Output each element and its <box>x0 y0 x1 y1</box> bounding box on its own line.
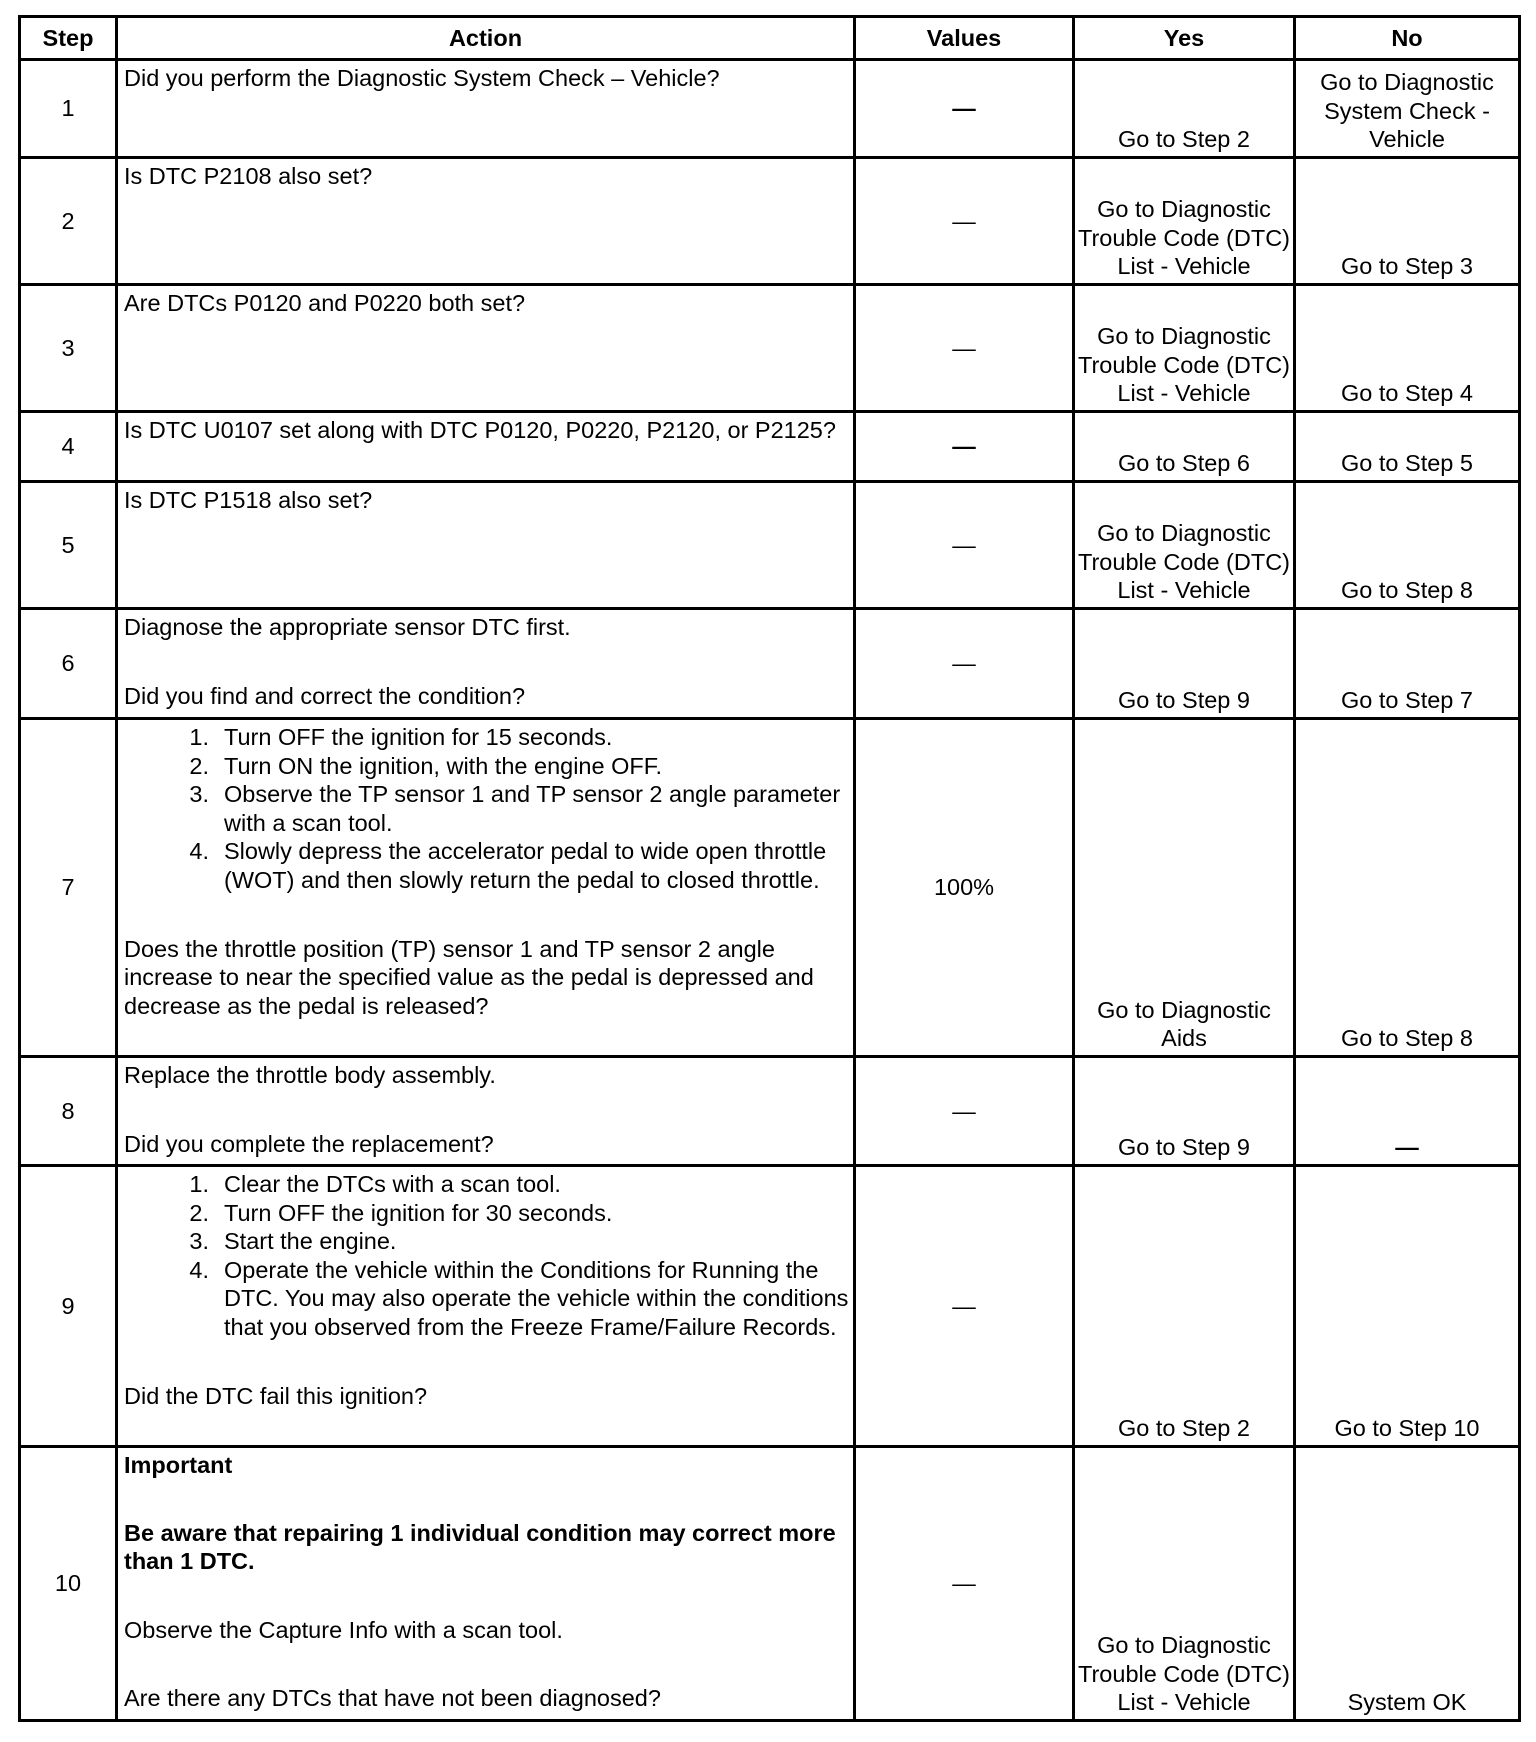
value-cell <box>855 1057 1074 1166</box>
step-number: 9 <box>20 1166 117 1447</box>
no-cell <box>1295 1057 1520 1166</box>
step-number: 8 <box>20 1057 117 1166</box>
no-cell: Go to Step 8 <box>1295 482 1520 609</box>
action-cell <box>117 1057 855 1166</box>
list-item: 3. Start the engine. <box>189 1228 397 1255</box>
action-text: Observe the Capture Info with a scan tool. <box>124 1616 563 1643</box>
yes-cell: Go to Step 9 <box>1074 609 1295 719</box>
table-row <box>20 1057 1520 1166</box>
table-row <box>20 60 1520 158</box>
no-cell: Go to Step 10 <box>1295 1166 1520 1447</box>
value-text: — <box>952 531 976 558</box>
yes-cell: Go to Diagnostic Trouble Code (DTC) List - Vehicle <box>1074 158 1295 285</box>
value-cell <box>855 1447 1074 1721</box>
value-text: — <box>952 433 976 460</box>
table-row <box>20 412 1520 482</box>
action-question: Are there any DTCs that have not been diagnosed? <box>124 1685 661 1712</box>
action-cell <box>117 719 855 1057</box>
substep-list <box>124 1170 849 1342</box>
step-number: 2 <box>20 158 117 285</box>
action-cell <box>117 60 855 158</box>
action-question: Did the DTC fail this ignition? <box>124 1382 428 1409</box>
action-cell <box>117 1166 855 1447</box>
list-item: 3. Observe the TP sensor 1 and TP sensor 2 angle parameter with a scan tool. <box>189 781 841 836</box>
action-cell <box>117 412 855 482</box>
table-row <box>20 719 1520 1057</box>
action-text: Replace the throttle body assembly. <box>124 1062 496 1088</box>
table-row <box>20 1166 1520 1447</box>
action-cell <box>117 158 855 285</box>
yes-cell: Go to Step 9 <box>1074 1057 1295 1166</box>
no-cell: System OK <box>1295 1447 1520 1721</box>
list-item: 2. Turn ON the ignition, with the engine OFF. <box>189 752 663 779</box>
important-title: Important <box>124 1452 233 1478</box>
list-item: 1. Clear the DTCs with a scan tool. <box>189 1171 561 1197</box>
value-cell: 100% <box>855 719 1074 1057</box>
value-text: — <box>952 1097 976 1124</box>
value-text: — <box>952 334 976 361</box>
step-number: 7 <box>20 719 117 1057</box>
step-number: 1 <box>20 60 117 158</box>
value-cell <box>855 158 1074 285</box>
table-row <box>20 609 1520 719</box>
list-item: 1. Turn OFF the ignition for 15 seconds. <box>189 724 613 750</box>
yes-cell: Go to Diagnostic Trouble Code (DTC) List - Vehicle <box>1074 1447 1295 1721</box>
list-item: 4. Operate the vehicle within the Conditions for Running the DTC. You may also operate the vehicle within the conditions that you observed from the Freeze Frame/Failure Records. <box>189 1256 849 1340</box>
yes-cell: Go to Step 2 <box>1074 1166 1295 1447</box>
value-cell <box>855 482 1074 609</box>
important-text: Be aware that repairing 1 individual condition may correct more than 1 DTC. <box>124 1519 836 1575</box>
action-text: Is DTC P2108 also set? <box>124 163 373 189</box>
step-number: 4 <box>20 412 117 482</box>
action-text: Did you perform the Diagnostic System Check – Vehicle? <box>124 65 720 91</box>
value-cell <box>855 412 1074 482</box>
value-cell <box>855 1166 1074 1447</box>
action-cell <box>117 285 855 412</box>
no-cell: Go to Step 3 <box>1295 158 1520 285</box>
step-number: 5 <box>20 482 117 609</box>
value-text: — <box>952 650 976 677</box>
action-text: Diagnose the appropriate sensor DTC first. <box>124 614 571 640</box>
substep-list <box>124 723 849 895</box>
action-question: Did you complete the replacement? <box>124 1130 494 1157</box>
list-item: 2. Turn OFF the ignition for 30 seconds. <box>189 1199 613 1226</box>
no-cell: Go to Step 5 <box>1295 412 1520 482</box>
header-step: Step <box>20 17 117 60</box>
action-text: Is DTC P1518 also set? <box>124 487 373 513</box>
yes-cell: Go to Diagnostic Trouble Code (DTC) List - Vehicle <box>1074 482 1295 609</box>
step-number: 6 <box>20 609 117 719</box>
header-yes: Yes <box>1074 17 1295 60</box>
step-number: 10 <box>20 1447 117 1721</box>
yes-cell: Go to Step 2 <box>1074 60 1295 158</box>
value-cell <box>855 609 1074 719</box>
no-cell: Go to Step 4 <box>1295 285 1520 412</box>
step-number: 3 <box>20 285 117 412</box>
value-text: — <box>952 207 976 234</box>
value-cell <box>855 60 1074 158</box>
action-text: Is DTC U0107 set along with DTC P0120, P0220, P2120, or P2125? <box>124 417 836 443</box>
table-row <box>20 158 1520 285</box>
action-cell <box>117 609 855 719</box>
action-question: Does the throttle position (TP) sensor 1 and TP sensor 2 angle increase to near the specified value as the pedal is depressed and decrease as the pedal is released? <box>124 935 814 1019</box>
no-cell: Go to Step 8 <box>1295 719 1520 1057</box>
value-text: — <box>952 95 976 122</box>
no-cell: Go to Step 7 <box>1295 609 1520 719</box>
table-row <box>20 285 1520 412</box>
action-question: Did you find and correct the condition? <box>124 682 526 709</box>
value-cell <box>855 285 1074 412</box>
header-action: Action <box>117 17 855 60</box>
no-cell: Go to Diagnostic System Check - Vehicle <box>1295 60 1520 158</box>
value-text: — <box>952 1570 976 1597</box>
header-values: Values <box>855 17 1074 60</box>
diagnostic-table <box>18 15 1521 1722</box>
table-row <box>20 1447 1520 1721</box>
list-item: 4. Slowly depress the accelerator pedal to wide open throttle (WOT) and then slowly return the pedal to closed throttle. <box>189 838 827 893</box>
header-row <box>20 17 1520 60</box>
action-text: Are DTCs P0120 and P0220 both set? <box>124 290 526 316</box>
value-text: — <box>952 1292 976 1319</box>
table-row <box>20 482 1520 609</box>
yes-cell: Go to Diagnostic Trouble Code (DTC) List - Vehicle <box>1074 285 1295 412</box>
yes-cell: Go to Step 6 <box>1074 412 1295 482</box>
yes-cell: Go to Diagnostic Aids <box>1074 719 1295 1057</box>
header-no: No <box>1295 17 1520 60</box>
no-text: — <box>1395 1134 1419 1161</box>
action-cell <box>117 1447 855 1721</box>
action-cell <box>117 482 855 609</box>
